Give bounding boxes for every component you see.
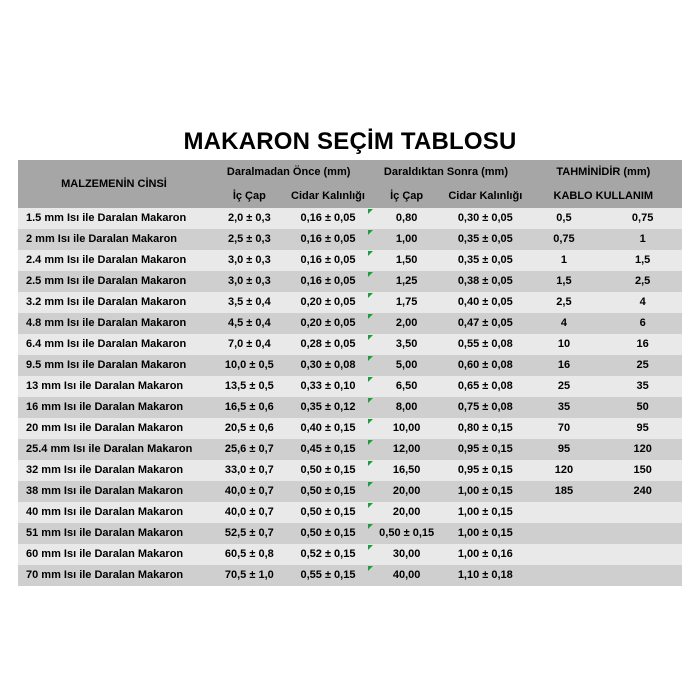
- cell-cable-max: 1: [603, 229, 682, 250]
- cell-cable-max: 120: [603, 439, 682, 460]
- page-title: MAKARON SEÇİM TABLOSU: [183, 128, 517, 155]
- cell-material: 2.4 mm Isı ile Daralan Makaron: [18, 250, 210, 271]
- cell-material: 51 mm Isı ile Daralan Makaron: [18, 523, 210, 544]
- table-row: [18, 439, 682, 460]
- cell-cable-max: 25: [603, 355, 682, 376]
- cell-before-wall: 0,20 ± 0,05: [289, 313, 368, 334]
- table-row: [18, 271, 682, 292]
- table-row: [18, 334, 682, 355]
- cell-material: 6.4 mm Isı ile Daralan Makaron: [18, 334, 210, 355]
- cell-after-inner: 1,50: [367, 250, 446, 271]
- cell-after-inner: 0,50 ± 0,15: [367, 523, 446, 544]
- cell-after-wall: 0,35 ± 0,05: [446, 250, 525, 271]
- cell-before-wall: 0,20 ± 0,05: [289, 292, 368, 313]
- cell-cable-min: 185: [525, 481, 604, 502]
- cell-cable-min: [525, 523, 604, 544]
- cell-after-wall: 0,60 ± 0,08: [446, 355, 525, 376]
- cell-cable-min: 95: [525, 439, 604, 460]
- cell-cable-max: 2,5: [603, 271, 682, 292]
- cell-cable-max: 35: [603, 376, 682, 397]
- cell-before-inner: 13,5 ± 0,5: [210, 376, 289, 397]
- table-row: [18, 418, 682, 439]
- cell-cable-max: 240: [603, 481, 682, 502]
- table-row: [18, 376, 682, 397]
- cell-before-inner: 40,0 ± 0,7: [210, 481, 289, 502]
- cell-cable-min: 1,5: [525, 271, 604, 292]
- table-row: [18, 355, 682, 376]
- cell-before-inner: 3,0 ± 0,3: [210, 271, 289, 292]
- table-row: [18, 460, 682, 481]
- cell-before-inner: 33,0 ± 0,7: [210, 460, 289, 481]
- header-after-group: Daraldıktan Sonra (mm): [367, 160, 524, 184]
- cell-before-wall: 0,33 ± 0,10: [289, 376, 368, 397]
- cell-before-wall: 0,55 ± 0,15: [289, 565, 368, 586]
- cell-cable-max: [603, 502, 682, 523]
- header-after-wall: Cidar Kalınlığı: [446, 184, 525, 208]
- cell-before-inner: 25,6 ± 0,7: [210, 439, 289, 460]
- cell-material: 70 mm Isı ile Daralan Makaron: [18, 565, 210, 586]
- cell-cable-min: 0,75: [525, 229, 604, 250]
- cell-material: 16 mm Isı ile Daralan Makaron: [18, 397, 210, 418]
- cell-material: 1.5 mm Isı ile Daralan Makaron: [18, 208, 210, 229]
- cell-after-wall: 0,95 ± 0,15: [446, 460, 525, 481]
- cell-cable-min: 120: [525, 460, 604, 481]
- cell-after-inner: 12,00: [367, 439, 446, 460]
- cell-after-wall: 0,80 ± 0,15: [446, 418, 525, 439]
- header-before-group: Daralmadan Önce (mm): [210, 160, 367, 184]
- cell-before-inner: 60,5 ± 0,8: [210, 544, 289, 565]
- table-row: [18, 544, 682, 565]
- cell-before-wall: 0,35 ± 0,12: [289, 397, 368, 418]
- cell-after-wall: 0,47 ± 0,05: [446, 313, 525, 334]
- cell-material: 38 mm Isı ile Daralan Makaron: [18, 481, 210, 502]
- cell-cable-max: 50: [603, 397, 682, 418]
- cell-before-inner: 20,5 ± 0,6: [210, 418, 289, 439]
- table-row: [18, 481, 682, 502]
- cell-cable-max: 150: [603, 460, 682, 481]
- cell-cable-min: 70: [525, 418, 604, 439]
- cell-cable-min: 10: [525, 334, 604, 355]
- cell-cable-min: [525, 565, 604, 586]
- cell-after-inner: 10,00: [367, 418, 446, 439]
- header-material: MALZEMENİN CİNSİ: [18, 160, 210, 208]
- table-row: [18, 523, 682, 544]
- cell-after-inner: 2,00: [367, 313, 446, 334]
- cell-before-inner: 3,0 ± 0,3: [210, 250, 289, 271]
- cell-before-inner: 3,5 ± 0,4: [210, 292, 289, 313]
- cell-before-inner: 40,0 ± 0,7: [210, 502, 289, 523]
- cell-after-inner: 3,50: [367, 334, 446, 355]
- cell-cable-min: [525, 502, 604, 523]
- cell-cable-min: 1: [525, 250, 604, 271]
- cell-after-inner: 20,00: [367, 502, 446, 523]
- cell-after-inner: 20,00: [367, 481, 446, 502]
- cell-before-wall: 0,16 ± 0,05: [289, 271, 368, 292]
- cell-before-wall: 0,50 ± 0,15: [289, 502, 368, 523]
- cell-material: 2.5 mm Isı ile Daralan Makaron: [18, 271, 210, 292]
- cell-before-wall: 0,50 ± 0,15: [289, 523, 368, 544]
- cell-after-wall: 1,00 ± 0,15: [446, 523, 525, 544]
- cell-cable-max: [603, 565, 682, 586]
- cell-before-inner: 7,0 ± 0,4: [210, 334, 289, 355]
- cell-before-inner: 16,5 ± 0,6: [210, 397, 289, 418]
- cell-cable-min: 0,5: [525, 208, 604, 229]
- cell-cable-min: 4: [525, 313, 604, 334]
- cell-before-wall: 0,50 ± 0,15: [289, 481, 368, 502]
- header-before-wall: Cidar Kalınlığı: [289, 184, 368, 208]
- cell-cable-max: 0,75: [603, 208, 682, 229]
- cell-after-wall: 1,00 ± 0,15: [446, 502, 525, 523]
- cell-cable-max: 16: [603, 334, 682, 355]
- cell-material: 60 mm Isı ile Daralan Makaron: [18, 544, 210, 565]
- cell-after-wall: 1,00 ± 0,15: [446, 481, 525, 502]
- cell-cable-max: 1,5: [603, 250, 682, 271]
- cell-before-inner: 4,5 ± 0,4: [210, 313, 289, 334]
- cell-before-wall: 0,30 ± 0,08: [289, 355, 368, 376]
- cell-before-inner: 2,0 ± 0,3: [210, 208, 289, 229]
- cell-after-wall: 0,40 ± 0,05: [446, 292, 525, 313]
- cell-before-wall: 0,40 ± 0,15: [289, 418, 368, 439]
- cell-material: 32 mm Isı ile Daralan Makaron: [18, 460, 210, 481]
- cell-after-wall: 1,00 ± 0,16: [446, 544, 525, 565]
- table-row: [18, 250, 682, 271]
- cell-cable-max: 6: [603, 313, 682, 334]
- cell-cable-max: [603, 523, 682, 544]
- cell-cable-min: 25: [525, 376, 604, 397]
- cell-before-wall: 0,16 ± 0,05: [289, 229, 368, 250]
- table-header: [18, 160, 682, 208]
- cell-before-wall: 0,50 ± 0,15: [289, 460, 368, 481]
- cell-cable-max: [603, 544, 682, 565]
- cell-cable-min: 16: [525, 355, 604, 376]
- cell-cable-min: [525, 544, 604, 565]
- cell-material: 20 mm Isı ile Daralan Makaron: [18, 418, 210, 439]
- cell-after-wall: 0,30 ± 0,05: [446, 208, 525, 229]
- table-row: [18, 502, 682, 523]
- cell-cable-min: 35: [525, 397, 604, 418]
- cell-after-inner: 1,25: [367, 271, 446, 292]
- table-row: [18, 313, 682, 334]
- table-row: [18, 208, 682, 229]
- cell-after-inner: 30,00: [367, 544, 446, 565]
- cell-after-wall: 0,55 ± 0,08: [446, 334, 525, 355]
- cell-before-wall: 0,16 ± 0,05: [289, 250, 368, 271]
- cell-after-inner: 16,50: [367, 460, 446, 481]
- cell-material: 3.2 mm Isı ile Daralan Makaron: [18, 292, 210, 313]
- cell-before-wall: 0,28 ± 0,05: [289, 334, 368, 355]
- table-header-row: [18, 160, 682, 184]
- cell-after-inner: 5,00: [367, 355, 446, 376]
- cell-before-inner: 2,5 ± 0,3: [210, 229, 289, 250]
- cell-material: 40 mm Isı ile Daralan Makaron: [18, 502, 210, 523]
- table-row: [18, 229, 682, 250]
- header-estimate-group: TAHMİNİDİR (mm): [525, 160, 682, 184]
- cell-before-wall: 0,16 ± 0,05: [289, 208, 368, 229]
- cell-material: 13 mm Isı ile Daralan Makaron: [18, 376, 210, 397]
- header-before-inner: İç Çap: [210, 184, 289, 208]
- cell-after-wall: 0,95 ± 0,15: [446, 439, 525, 460]
- specification-table-wrapper: [18, 160, 682, 586]
- cell-after-wall: 0,38 ± 0,05: [446, 271, 525, 292]
- cell-after-inner: 6,50: [367, 376, 446, 397]
- cell-after-wall: 1,10 ± 0,18: [446, 565, 525, 586]
- header-cable-use: KABLO KULLANIM: [525, 184, 682, 208]
- cell-before-wall: 0,45 ± 0,15: [289, 439, 368, 460]
- cell-cable-max: 4: [603, 292, 682, 313]
- cell-before-inner: 10,0 ± 0,5: [210, 355, 289, 376]
- table-row: [18, 292, 682, 313]
- cell-before-inner: 52,5 ± 0,7: [210, 523, 289, 544]
- cell-after-wall: 0,65 ± 0,08: [446, 376, 525, 397]
- cell-after-inner: 1,75: [367, 292, 446, 313]
- header-after-inner: İç Çap: [367, 184, 446, 208]
- table-body: [18, 208, 682, 586]
- table-row: [18, 565, 682, 586]
- cell-after-wall: 0,35 ± 0,05: [446, 229, 525, 250]
- specification-table: [18, 160, 682, 586]
- cell-before-wall: 0,52 ± 0,15: [289, 544, 368, 565]
- table-row: [18, 397, 682, 418]
- cell-material: 25.4 mm Isı ile Daralan Makaron: [18, 439, 210, 460]
- cell-cable-max: 95: [603, 418, 682, 439]
- cell-after-inner: 40,00: [367, 565, 446, 586]
- cell-material: 2 mm Isı ile Daralan Makaron: [18, 229, 210, 250]
- cell-cable-min: 2,5: [525, 292, 604, 313]
- cell-after-wall: 0,75 ± 0,08: [446, 397, 525, 418]
- cell-material: 9.5 mm Isı ile Daralan Makaron: [18, 355, 210, 376]
- cell-before-inner: 70,5 ± 1,0: [210, 565, 289, 586]
- cell-after-inner: 8,00: [367, 397, 446, 418]
- cell-material: 4.8 mm Isı ile Daralan Makaron: [18, 313, 210, 334]
- cell-after-inner: 1,00: [367, 229, 446, 250]
- cell-after-inner: 0,80: [367, 208, 446, 229]
